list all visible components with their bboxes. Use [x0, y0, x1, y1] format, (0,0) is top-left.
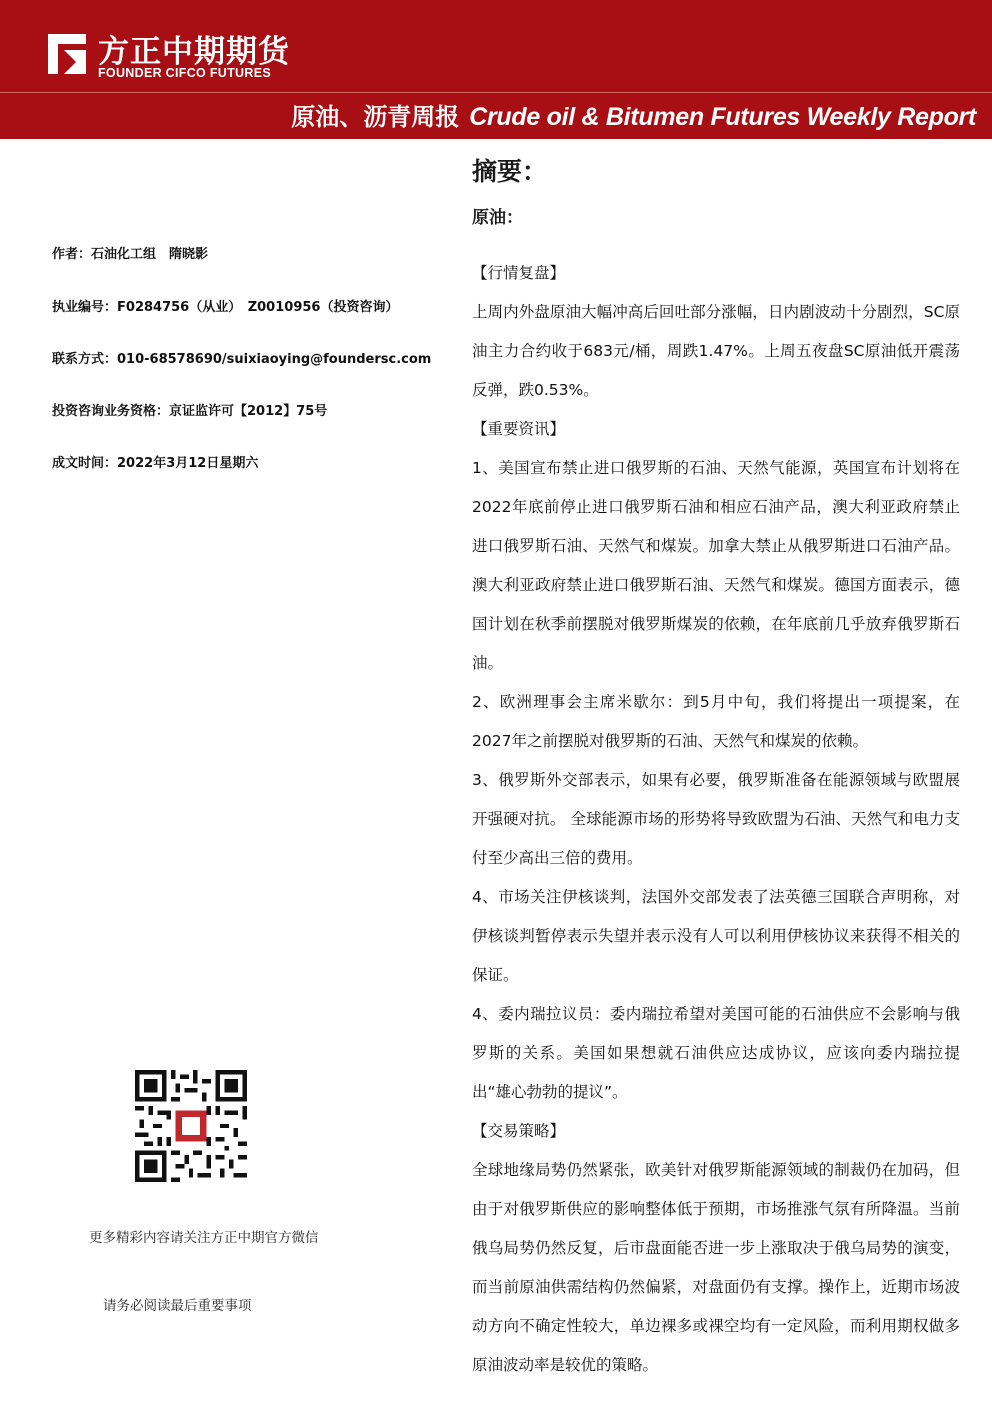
header-divider [0, 92, 992, 93]
qr-caption: 更多精彩内容请关注方正中期官方微信 [89, 1230, 319, 1246]
author-label: 作者： [52, 247, 92, 262]
news-item: 4、市场关注伊核谈判，法国外交部发表了法英德三国联合声明称，对伊核谈判暂停表示失望并表示没有人可以利用伊核协议来获得不相关的保证。 [472, 888, 960, 984]
summary-section [472, 148, 960, 1385]
report-title [291, 97, 976, 132]
logo-chinese-name: 方正中期期货 [98, 34, 290, 70]
contact-line [52, 348, 431, 367]
news-item: 2、欧洲理事会主席米歇尔：到5月中旬，我们将提出一项提案，在2027年之前摆脱对俄罗斯的石油、天然气和煤炭的依赖。 [472, 693, 960, 750]
qualification-label: 投资咨询业务资格： [52, 404, 170, 419]
license-line [52, 296, 398, 315]
logo-english-name: FOUNDER CIFCO FUTURES [98, 66, 271, 80]
contact-label: 联系方式： [52, 352, 118, 367]
qualification-value: 京证监许可【2012】75号 [169, 404, 328, 419]
report-header [0, 0, 992, 139]
report-title-en: Crude oil & Bitumen Futures Weekly Report [469, 103, 976, 131]
crude-oil-heading: 原油： [472, 208, 523, 228]
founder-logo-icon [42, 30, 90, 78]
strategy-paragraph: 全球地缘局势仍然紧张，欧美针对俄罗斯能源领域的制裁仍在加码，但由于对俄罗斯供应的影响整体低于预期，市场推涨气氛有所降温。当前俄乌局势仍然反复，后市盘面能否进一步上涨取决于俄乌局势的演变，而当前原油供需结构仍然偏紧，对盘面仍有支撑。操作上，近期市场波动方向不确定性较大，单边裸多或裸空均有一定风险，而利用期权做多原油波动率是较优的策略。 [472, 1161, 960, 1374]
date-line [52, 452, 258, 471]
license-label: 执业编号： [52, 300, 118, 315]
disclaimer-note: 请务必阅读最后重要事项 [103, 1298, 252, 1314]
qualification-line [52, 400, 327, 419]
date-label: 成文时间： [52, 456, 118, 471]
news-item: 4、委内瑞拉议员：委内瑞拉希望对美国可能的石油供应不会影响与俄罗斯的关系。美国如果想就石油供应达成协议，应该向委内瑞拉提出“雄心勃勃的提议”。 [472, 1005, 960, 1101]
news-item: 1、美国宣布禁止进口俄罗斯的石油、天然气能源，英国宣布计划将在2022年底前停止进口俄罗斯石油和相应石油产品，澳大利亚政府禁止进口俄罗斯石油、天然气和煤炭。加拿大禁止从俄罗斯进口石油产品。澳大利亚政府禁止进口俄罗斯石油、天然气和煤炭。德国方面表示，德国计划在秋季前摆脱对俄罗斯煤炭的依赖，在年底前几乎放弃俄罗斯石油。 [472, 459, 960, 672]
date-value: 2022年3月12日星期六 [117, 456, 259, 471]
wechat-qr-code-icon[interactable] [135, 1070, 247, 1182]
license-value: F0284756（从业） Z0010956（投资咨询） [117, 300, 399, 315]
report-title-cn: 原油、沥青周报 [291, 103, 460, 131]
summary-heading: 摘要： [472, 157, 548, 186]
news-item: 3、俄罗斯外交部表示，如果有必要，俄罗斯准备在能源领域与欧盟展开强硬对抗。 全球能源市场的形势将导致欧盟为石油、天然气和电力支付至少高出三倍的费用。 [472, 771, 960, 867]
news-title: 【重要资讯】 [472, 420, 566, 438]
strategy-title: 【交易策略】 [472, 1122, 566, 1140]
contact-value[interactable]: 010-68578690/suixiaoying@foundersc.com [117, 352, 432, 367]
market-review-title: 【行情复盘】 [472, 264, 566, 282]
author-line [52, 243, 208, 262]
author-value: 石油化工组 隋晓影 [91, 247, 209, 262]
market-review-paragraph: 上周内外盘原油大幅冲高后回吐部分涨幅，日内剧波动十分剧烈，SC原油主力合约收于683元/桶，周跌1.47%。上周五夜盘SC原油低开震荡反弹，跌0.53%。 [472, 303, 960, 399]
